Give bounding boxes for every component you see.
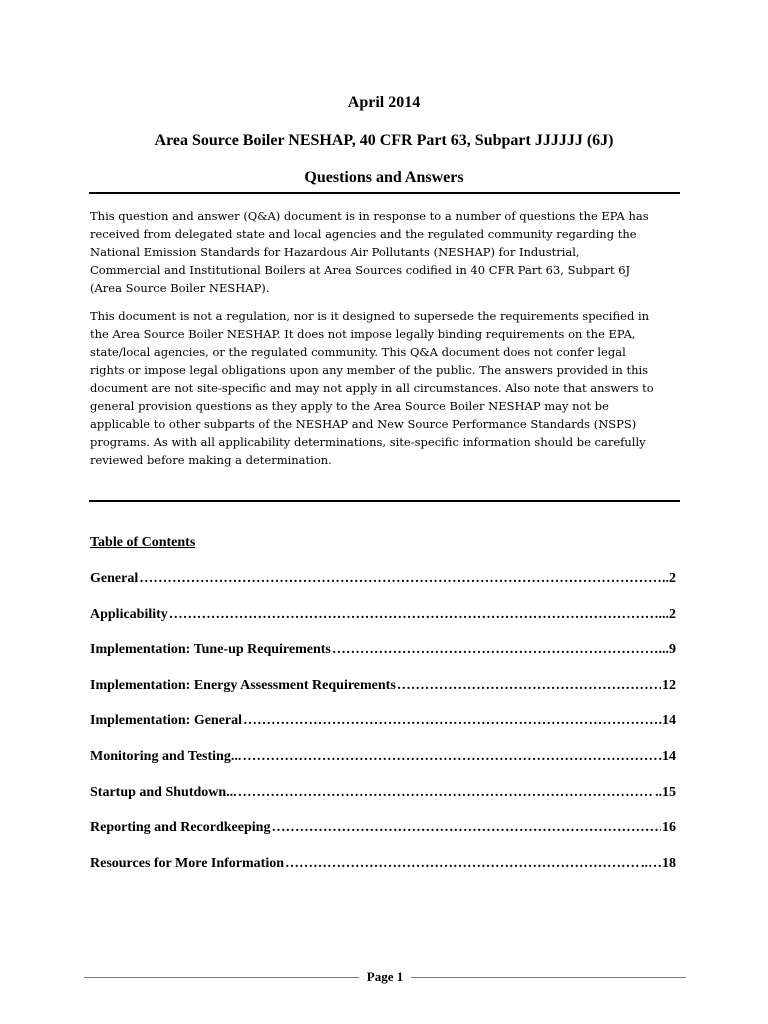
- intro-paragraph-2: [90, 307, 680, 469]
- toc-dot-leader: [271, 820, 661, 836]
- toc-entry-label: Implementation: General: [90, 713, 243, 728]
- toc-dot-leader: [242, 749, 657, 765]
- footer-line-left: [84, 977, 359, 978]
- footer-line-right: [411, 977, 686, 978]
- paragraph-line: document are not site-specific and may not apply in all circumstances. Also note that answers to: [90, 381, 654, 395]
- toc-dot-leader: [169, 607, 658, 623]
- toc-entry-label: Startup and Shutdown...: [90, 785, 237, 800]
- paragraph-line: This document is not a regulation, nor is it designed to supersede the requirements specified in: [90, 309, 650, 323]
- toc-entry-page: 16: [662, 820, 676, 835]
- toc-entry-label: Applicability: [90, 607, 168, 622]
- document-title: Area Source Boiler NESHAP, 40 CFR Part 63, Subpart JJJJJJ (6J): [154, 132, 614, 149]
- toc-entry-tune-up[interactable]: [90, 642, 676, 662]
- toc-entry-page: ...9: [658, 642, 676, 657]
- toc-entry-label: General: [90, 571, 139, 586]
- toc-entry-energy-assessment[interactable]: [90, 678, 676, 698]
- toc-entry-label: Resources for More Information: [90, 856, 285, 871]
- intro-paragraph-1: [90, 207, 680, 297]
- paragraph-line: National Emission Standards for Hazardous Air Pollutants (NESHAP) for Industrial,: [90, 245, 580, 259]
- toc-dot-leader: [397, 678, 661, 694]
- document-subtitle: Questions and Answers: [304, 169, 464, 186]
- toc-entry-reporting[interactable]: [90, 820, 676, 840]
- toc-entry-page: ..…18: [641, 856, 676, 871]
- toc-heading: Table of Contents: [90, 535, 196, 550]
- toc-entry-startup-shutdown[interactable]: [90, 785, 676, 805]
- paragraph-line: (Area Source Boiler NESHAP).: [90, 281, 270, 295]
- toc-dot-leader: [332, 642, 658, 658]
- toc-entry-page: ...2: [658, 607, 676, 622]
- toc-entry-label: Reporting and Recordkeeping: [90, 820, 271, 835]
- toc-entry-label: Monitoring and Testing...: [90, 749, 242, 764]
- toc-dot-leader: [238, 785, 654, 801]
- toc-entry-label: Implementation: Tune-up Requirements: [90, 642, 331, 657]
- page-footer: [84, 967, 686, 987]
- paragraph-line: state/local agencies, or the regulated community. This Q&A document does not confer legal: [90, 345, 626, 359]
- toc-entry-implementation-general[interactable]: [90, 713, 676, 733]
- paragraph-line: This question and answer (Q&A) document is in response to a number of questions the EPA has: [90, 209, 649, 223]
- toc-dot-leader: [139, 571, 661, 587]
- paragraph-line: programs. As with all applicability determinations, site-specific information should be carefully: [90, 435, 646, 449]
- toc-dot-leader: [285, 856, 640, 872]
- bottom-divider: [89, 500, 680, 502]
- top-divider: [89, 192, 680, 194]
- toc-entry-page: .14: [658, 713, 676, 728]
- toc-entry-label: Implementation: Energy Assessment Requirements: [90, 678, 396, 693]
- toc-entry-general[interactable]: [90, 571, 676, 591]
- toc-dot-leader: [243, 713, 657, 729]
- paragraph-line: Commercial and Institutional Boilers at Area Sources codified in 40 CFR Part 63, Subpart 6J: [90, 263, 631, 277]
- toc-entry-page: 12: [662, 678, 676, 693]
- paragraph-line: the Area Source Boiler NESHAP. It does not impose legally binding requirements on the EPA,: [90, 327, 636, 341]
- toc-entry-page: .14: [658, 749, 676, 764]
- document-date: April 2014: [347, 94, 421, 111]
- toc-entry-applicability[interactable]: [90, 607, 676, 627]
- paragraph-line: general provision questions as they apply to the Area Source Boiler NESHAP may not be: [90, 399, 609, 413]
- paragraph-line: rights or impose legal obligations upon any member of the public. The answers provided in this: [90, 363, 649, 377]
- toc-entry-page: ..2: [662, 571, 676, 586]
- paragraph-line: reviewed before making a determination.: [90, 453, 332, 467]
- toc-entry-resources[interactable]: [90, 856, 676, 876]
- toc-entry-page: ..15: [655, 785, 676, 800]
- paragraph-line: received from delegated state and local agencies and the regulated community regarding the: [90, 227, 637, 241]
- page-number: Page 1: [366, 969, 404, 984]
- toc-entry-monitoring-testing[interactable]: [90, 749, 676, 769]
- paragraph-line: applicable to other subparts of the NESHAP and New Source Performance Standards (NSPS): [90, 417, 637, 431]
